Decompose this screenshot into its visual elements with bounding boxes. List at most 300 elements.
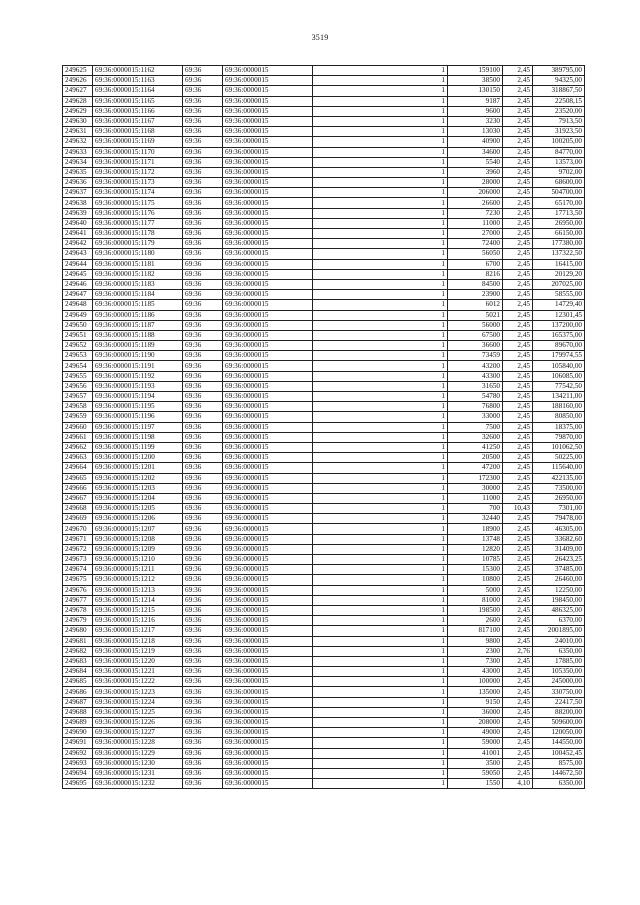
value-cell: 14729,40 (533, 300, 585, 310)
area-cell: 41001 (448, 748, 503, 758)
rate-cell: 2,45 (503, 147, 533, 157)
quarter-code-cell: 69:36:0000015 (223, 157, 313, 167)
table-row (63, 687, 585, 697)
rate-cell: 2,45 (503, 239, 533, 249)
district-code-cell: 69:36 (183, 605, 223, 615)
district-code-cell: 69:36 (183, 412, 223, 422)
area-cell: 15300 (448, 565, 503, 575)
count-cell: 1 (313, 106, 448, 116)
cadastral-number-cell: 69:36:0000015:1188 (93, 330, 183, 340)
quarter-code-cell: 69:36:0000015 (223, 707, 313, 717)
value-cell: 115640,00 (533, 463, 585, 473)
value-cell: 12250,00 (533, 585, 585, 595)
value-cell: 18375,00 (533, 422, 585, 432)
district-code-cell: 69:36 (183, 279, 223, 289)
record-number-cell: 249675 (63, 575, 93, 585)
record-number-cell: 249677 (63, 595, 93, 605)
value-cell: 120050,00 (533, 728, 585, 738)
district-code-cell: 69:36 (183, 534, 223, 544)
area-cell: 11000 (448, 218, 503, 228)
cadastral-number-cell: 69:36:0000015:1169 (93, 137, 183, 147)
rate-cell: 2,45 (503, 330, 533, 340)
count-cell: 1 (313, 748, 448, 758)
record-number-cell: 249638 (63, 198, 93, 208)
district-code-cell: 69:36 (183, 697, 223, 707)
count-cell: 1 (313, 188, 448, 198)
cadastral-number-cell: 69:36:0000015:1199 (93, 442, 183, 452)
record-number-cell: 249627 (63, 86, 93, 96)
value-cell: 23520,00 (533, 106, 585, 116)
count-cell: 1 (313, 524, 448, 534)
record-number-cell: 249669 (63, 514, 93, 524)
quarter-code-cell: 69:36:0000015 (223, 453, 313, 463)
table-row (63, 422, 585, 432)
table-row (63, 371, 585, 381)
cadastral-number-cell: 69:36:0000015:1221 (93, 667, 183, 677)
area-cell: 73459 (448, 351, 503, 361)
rate-cell: 2,45 (503, 514, 533, 524)
area-cell: 33000 (448, 412, 503, 422)
cadastral-number-cell: 69:36:0000015:1166 (93, 106, 183, 116)
cadastral-number-cell: 69:36:0000015:1185 (93, 300, 183, 310)
value-cell: 144672,50 (533, 768, 585, 778)
rate-cell: 2,45 (503, 259, 533, 269)
district-code-cell: 69:36 (183, 310, 223, 320)
record-number-cell: 249659 (63, 412, 93, 422)
quarter-code-cell: 69:36:0000015 (223, 330, 313, 340)
cadastral-number-cell: 69:36:0000015:1217 (93, 626, 183, 636)
cadastral-number-cell: 69:36:0000015:1211 (93, 565, 183, 575)
area-cell: 206000 (448, 188, 503, 198)
table-row (63, 728, 585, 738)
rate-cell: 2,45 (503, 116, 533, 126)
value-cell: 12301,45 (533, 310, 585, 320)
table-row (63, 605, 585, 615)
value-cell: 422135,00 (533, 473, 585, 483)
value-cell: 84770,00 (533, 147, 585, 157)
quarter-code-cell: 69:36:0000015 (223, 687, 313, 697)
cadastral-number-cell: 69:36:0000015:1225 (93, 707, 183, 717)
value-cell: 94325,00 (533, 76, 585, 86)
value-cell: 198450,00 (533, 595, 585, 605)
quarter-code-cell: 69:36:0000015 (223, 738, 313, 748)
quarter-code-cell: 69:36:0000015 (223, 544, 313, 554)
area-cell: 27000 (448, 229, 503, 239)
record-number-cell: 249688 (63, 707, 93, 717)
area-cell: 20500 (448, 453, 503, 463)
rate-cell: 2,45 (503, 249, 533, 259)
record-number-cell: 249641 (63, 229, 93, 239)
rate-cell: 2,45 (503, 381, 533, 391)
district-code-cell: 69:36 (183, 127, 223, 137)
value-cell: 105350,00 (533, 667, 585, 677)
cadastral-number-cell: 69:36:0000015:1170 (93, 147, 183, 157)
area-cell: 12820 (448, 544, 503, 554)
district-code-cell: 69:36 (183, 290, 223, 300)
cadastral-number-cell: 69:36:0000015:1167 (93, 116, 183, 126)
rate-cell: 2,45 (503, 422, 533, 432)
cadastral-number-cell: 69:36:0000015:1173 (93, 178, 183, 188)
table-row (63, 381, 585, 391)
cadastral-number-cell: 69:36:0000015:1168 (93, 127, 183, 137)
district-code-cell: 69:36 (183, 208, 223, 218)
value-cell: 58555,00 (533, 290, 585, 300)
area-cell: 30000 (448, 483, 503, 493)
table-row (63, 656, 585, 666)
record-number-cell: 249681 (63, 636, 93, 646)
area-cell: 6700 (448, 259, 503, 269)
rate-cell: 2,45 (503, 66, 533, 76)
cadastral-number-cell: 69:36:0000015:1163 (93, 76, 183, 86)
count-cell: 1 (313, 697, 448, 707)
table-row (63, 453, 585, 463)
area-cell: 10800 (448, 575, 503, 585)
rate-cell: 2,45 (503, 341, 533, 351)
table-row (63, 86, 585, 96)
count-cell: 1 (313, 758, 448, 768)
district-code-cell: 69:36 (183, 575, 223, 585)
record-number-cell: 249657 (63, 392, 93, 402)
record-number-cell: 249649 (63, 310, 93, 320)
district-code-cell: 69:36 (183, 229, 223, 239)
record-number-cell: 249665 (63, 473, 93, 483)
rate-cell: 10,43 (503, 504, 533, 514)
value-cell: 16415,00 (533, 259, 585, 269)
cadastral-number-cell: 69:36:0000015:1184 (93, 290, 183, 300)
area-cell: 5000 (448, 585, 503, 595)
area-cell: 9600 (448, 106, 503, 116)
quarter-code-cell: 69:36:0000015 (223, 605, 313, 615)
cadastral-number-cell: 69:36:0000015:1186 (93, 310, 183, 320)
record-number-cell: 249685 (63, 677, 93, 687)
rate-cell: 2,45 (503, 748, 533, 758)
record-number-cell: 249634 (63, 157, 93, 167)
record-number-cell: 249639 (63, 208, 93, 218)
value-cell: 105840,00 (533, 361, 585, 371)
cadastral-number-cell: 69:36:0000015:1180 (93, 249, 183, 259)
quarter-code-cell: 69:36:0000015 (223, 626, 313, 636)
quarter-code-cell: 69:36:0000015 (223, 229, 313, 239)
cadastral-number-cell: 69:36:0000015:1224 (93, 697, 183, 707)
rate-cell: 2,45 (503, 392, 533, 402)
quarter-code-cell: 69:36:0000015 (223, 239, 313, 249)
table-row (63, 595, 585, 605)
quarter-code-cell: 69:36:0000015 (223, 290, 313, 300)
quarter-code-cell: 69:36:0000015 (223, 310, 313, 320)
cadastral-number-cell: 69:36:0000015:1179 (93, 239, 183, 249)
count-cell: 1 (313, 310, 448, 320)
value-cell: 33682,60 (533, 534, 585, 544)
record-number-cell: 249632 (63, 137, 93, 147)
rate-cell: 2,45 (503, 493, 533, 503)
cadastral-number-cell: 69:36:0000015:1218 (93, 636, 183, 646)
table-row (63, 748, 585, 758)
district-code-cell: 69:36 (183, 157, 223, 167)
record-number-cell: 249682 (63, 646, 93, 656)
value-cell: 330750,00 (533, 687, 585, 697)
value-cell: 26950,00 (533, 218, 585, 228)
value-cell: 22417,50 (533, 697, 585, 707)
count-cell: 1 (313, 595, 448, 605)
district-code-cell: 69:36 (183, 402, 223, 412)
value-cell: 179974,55 (533, 351, 585, 361)
table-row (63, 229, 585, 239)
cadastral-number-cell: 69:36:0000015:1206 (93, 514, 183, 524)
cadastral-number-cell: 69:36:0000015:1176 (93, 208, 183, 218)
district-code-cell: 69:36 (183, 493, 223, 503)
area-cell: 76800 (448, 402, 503, 412)
area-cell: 56000 (448, 320, 503, 330)
quarter-code-cell: 69:36:0000015 (223, 300, 313, 310)
table-row (63, 524, 585, 534)
record-number-cell: 249676 (63, 585, 93, 595)
rate-cell: 2,45 (503, 738, 533, 748)
area-cell: 130150 (448, 86, 503, 96)
area-cell: 9150 (448, 697, 503, 707)
quarter-code-cell: 69:36:0000015 (223, 392, 313, 402)
record-number-cell: 249628 (63, 96, 93, 106)
area-cell: 3960 (448, 167, 503, 177)
record-number-cell: 249690 (63, 728, 93, 738)
quarter-code-cell: 69:36:0000015 (223, 188, 313, 198)
value-cell: 88200,00 (533, 707, 585, 717)
area-cell: 59000 (448, 738, 503, 748)
rate-cell: 2,45 (503, 300, 533, 310)
count-cell: 1 (313, 636, 448, 646)
area-cell: 40900 (448, 137, 503, 147)
table-row (63, 249, 585, 259)
count-cell: 1 (313, 167, 448, 177)
quarter-code-cell: 69:36:0000015 (223, 728, 313, 738)
rate-cell: 2,45 (503, 279, 533, 289)
quarter-code-cell: 69:36:0000015 (223, 259, 313, 269)
table-row (63, 432, 585, 442)
rate-cell: 2,45 (503, 565, 533, 575)
count-cell: 1 (313, 453, 448, 463)
value-cell: 22508,15 (533, 96, 585, 106)
table-row (63, 198, 585, 208)
record-number-cell: 249658 (63, 402, 93, 412)
record-number-cell: 249684 (63, 667, 93, 677)
table-row (63, 147, 585, 157)
cadastral-number-cell: 69:36:0000015:1227 (93, 728, 183, 738)
table-row (63, 616, 585, 626)
district-code-cell: 69:36 (183, 636, 223, 646)
table-row (63, 442, 585, 452)
table-row (63, 707, 585, 717)
district-code-cell: 69:36 (183, 728, 223, 738)
cadastral-number-cell: 69:36:0000015:1190 (93, 351, 183, 361)
rate-cell: 2,45 (503, 483, 533, 493)
table-row (63, 483, 585, 493)
table-row (63, 779, 585, 789)
district-code-cell: 69:36 (183, 626, 223, 636)
value-cell: 13573,00 (533, 157, 585, 167)
table-row (63, 636, 585, 646)
table-row (63, 514, 585, 524)
record-number-cell: 249644 (63, 259, 93, 269)
value-cell: 73500,00 (533, 483, 585, 493)
table-row (63, 738, 585, 748)
rate-cell: 2,45 (503, 524, 533, 534)
district-code-cell: 69:36 (183, 738, 223, 748)
cadastral-number-cell: 69:36:0000015:1200 (93, 453, 183, 463)
rate-cell: 2,45 (503, 687, 533, 697)
rate-cell: 2,45 (503, 320, 533, 330)
count-cell: 1 (313, 392, 448, 402)
table-row (63, 341, 585, 351)
rate-cell: 2,45 (503, 728, 533, 738)
quarter-code-cell: 69:36:0000015 (223, 137, 313, 147)
table-row (63, 106, 585, 116)
record-number-cell: 249645 (63, 269, 93, 279)
quarter-code-cell: 69:36:0000015 (223, 718, 313, 728)
count-cell: 1 (313, 544, 448, 554)
table-row (63, 310, 585, 320)
district-code-cell: 69:36 (183, 504, 223, 514)
count-cell: 1 (313, 646, 448, 656)
quarter-code-cell: 69:36:0000015 (223, 381, 313, 391)
record-number-cell: 249660 (63, 422, 93, 432)
table-row (63, 259, 585, 269)
record-number-cell: 249652 (63, 341, 93, 351)
quarter-code-cell: 69:36:0000015 (223, 96, 313, 106)
rate-cell: 2,45 (503, 544, 533, 554)
table-row (63, 188, 585, 198)
count-cell: 1 (313, 768, 448, 778)
area-cell: 43300 (448, 371, 503, 381)
cadastral-number-cell: 69:36:0000015:1203 (93, 483, 183, 493)
count-cell: 1 (313, 269, 448, 279)
area-cell: 5021 (448, 310, 503, 320)
count-cell: 1 (313, 687, 448, 697)
district-code-cell: 69:36 (183, 524, 223, 534)
quarter-code-cell: 69:36:0000015 (223, 167, 313, 177)
record-number-cell: 249686 (63, 687, 93, 697)
table-row (63, 534, 585, 544)
count-cell: 1 (313, 66, 448, 76)
rate-cell: 2,45 (503, 188, 533, 198)
table-row (63, 463, 585, 473)
quarter-code-cell: 69:36:0000015 (223, 106, 313, 116)
quarter-code-cell: 69:36:0000015 (223, 646, 313, 656)
rate-cell: 2,45 (503, 412, 533, 422)
value-cell: 106085,00 (533, 371, 585, 381)
cadastral-number-cell: 69:36:0000015:1197 (93, 422, 183, 432)
table-row (63, 96, 585, 106)
cadastral-number-cell: 69:36:0000015:1196 (93, 412, 183, 422)
count-cell: 1 (313, 656, 448, 666)
count-cell: 1 (313, 137, 448, 147)
quarter-code-cell: 69:36:0000015 (223, 320, 313, 330)
cadastral-number-cell: 69:36:0000015:1207 (93, 524, 183, 534)
area-cell: 3230 (448, 116, 503, 126)
table-row (63, 504, 585, 514)
area-cell: 10785 (448, 555, 503, 565)
record-number-cell: 249672 (63, 544, 93, 554)
rate-cell: 2,45 (503, 718, 533, 728)
rate-cell: 2,45 (503, 442, 533, 452)
record-number-cell: 249678 (63, 605, 93, 615)
record-number-cell: 249663 (63, 453, 93, 463)
area-cell: 41250 (448, 442, 503, 452)
district-code-cell: 69:36 (183, 86, 223, 96)
quarter-code-cell: 69:36:0000015 (223, 768, 313, 778)
count-cell: 1 (313, 605, 448, 615)
district-code-cell: 69:36 (183, 239, 223, 249)
record-number-cell: 249629 (63, 106, 93, 116)
count-cell: 1 (313, 555, 448, 565)
value-cell: 66150,00 (533, 229, 585, 239)
value-cell: 137200,00 (533, 320, 585, 330)
rate-cell: 2,45 (503, 677, 533, 687)
rate-cell: 2,45 (503, 758, 533, 768)
rate-cell: 2,45 (503, 453, 533, 463)
record-number-cell: 249653 (63, 351, 93, 361)
area-cell: 67500 (448, 330, 503, 340)
cadastral-number-cell: 69:36:0000015:1189 (93, 341, 183, 351)
count-cell: 1 (313, 442, 448, 452)
value-cell: 79478,00 (533, 514, 585, 524)
district-code-cell: 69:36 (183, 555, 223, 565)
rate-cell: 2,45 (503, 290, 533, 300)
cadastral-number-cell: 69:36:0000015:1226 (93, 718, 183, 728)
quarter-code-cell: 69:36:0000015 (223, 218, 313, 228)
value-cell: 77542,50 (533, 381, 585, 391)
area-cell: 26600 (448, 198, 503, 208)
district-code-cell: 69:36 (183, 667, 223, 677)
area-cell: 3500 (448, 758, 503, 768)
area-cell: 31650 (448, 381, 503, 391)
cadastral-number-cell: 69:36:0000015:1202 (93, 473, 183, 483)
area-cell: 38500 (448, 76, 503, 86)
value-cell: 144550,00 (533, 738, 585, 748)
rate-cell: 2,45 (503, 636, 533, 646)
quarter-code-cell: 69:36:0000015 (223, 779, 313, 789)
table-row (63, 218, 585, 228)
area-cell: 13748 (448, 534, 503, 544)
cadastral-number-cell: 69:36:0000015:1228 (93, 738, 183, 748)
rate-cell: 2,45 (503, 697, 533, 707)
district-code-cell: 69:36 (183, 677, 223, 687)
record-number-cell: 249667 (63, 493, 93, 503)
cadastral-number-cell: 69:36:0000015:1229 (93, 748, 183, 758)
table-row (63, 544, 585, 554)
record-number-cell: 249694 (63, 768, 93, 778)
rate-cell: 2,45 (503, 616, 533, 626)
area-cell: 208000 (448, 718, 503, 728)
count-cell: 1 (313, 707, 448, 717)
rate-cell: 2,45 (503, 229, 533, 239)
district-code-cell: 69:36 (183, 442, 223, 452)
cadastral-number-cell: 69:36:0000015:1198 (93, 432, 183, 442)
cadastral-number-cell: 69:36:0000015:1219 (93, 646, 183, 656)
quarter-code-cell: 69:36:0000015 (223, 585, 313, 595)
rate-cell: 2,45 (503, 157, 533, 167)
district-code-cell: 69:36 (183, 748, 223, 758)
district-code-cell: 69:36 (183, 483, 223, 493)
table-row (63, 697, 585, 707)
count-cell: 1 (313, 422, 448, 432)
district-code-cell: 69:36 (183, 463, 223, 473)
value-cell: 17713,50 (533, 208, 585, 218)
value-cell: 101062,50 (533, 442, 585, 452)
count-cell: 1 (313, 779, 448, 789)
quarter-code-cell: 69:36:0000015 (223, 116, 313, 126)
district-code-cell: 69:36 (183, 300, 223, 310)
cadastral-number-cell: 69:36:0000015:1194 (93, 392, 183, 402)
district-code-cell: 69:36 (183, 106, 223, 116)
